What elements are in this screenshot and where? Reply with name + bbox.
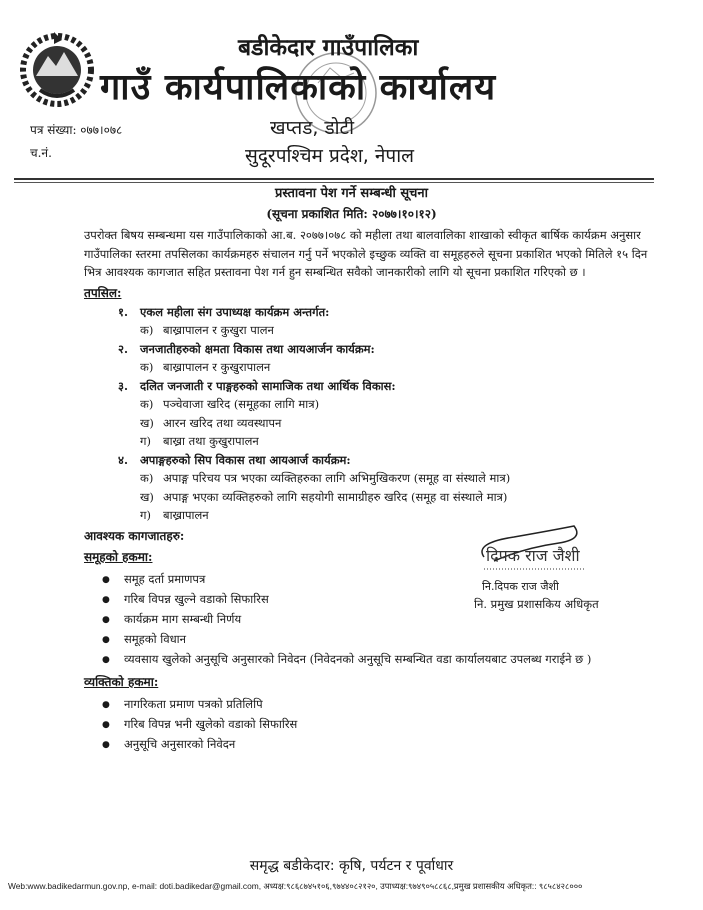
program-title: एकल महीला संग उपाध्यक्ष कार्यक्रम अन्तर्गत: <box>140 304 330 319</box>
item-letter: क) <box>140 323 154 337</box>
item-letter: ख) <box>140 415 154 430</box>
individual-document-item: ● अनुसूचि अनुसारको निवेदन <box>84 736 654 752</box>
program-number: १. <box>118 304 128 319</box>
program-item: बाख्रापालन <box>163 508 209 522</box>
group-heading: समूहको हकमा: <box>84 549 153 564</box>
office-name: गाउँ कार्यपालिकाको कार्यालय <box>100 67 497 108</box>
published-date: (सूचना प्रकाशित मिति: २०७७।१०।१२) <box>266 207 437 221</box>
program-item-row <box>84 414 654 433</box>
notice-title: प्रस्तावना पेश गर्ने सम्बन्धी सूचना <box>275 186 428 201</box>
program-item-row <box>84 488 654 507</box>
signatory-designation: नि. प्रमुख प्रशासकिय अधिकृत <box>474 596 599 611</box>
program-list <box>84 303 654 525</box>
province: सुदूरपश्चिम प्रदेश, नेपाल <box>245 145 414 167</box>
program-title: अपाङ्गहरुको सिप विकास तथा आयआर्ज कार्यक्रम: <box>140 452 351 467</box>
program-row <box>84 340 654 359</box>
program-item-row <box>84 469 654 488</box>
program-row <box>84 303 654 322</box>
letter-number: पत्र संख्या: ०७७।०७८ <box>30 123 123 137</box>
individual-document-list <box>84 696 654 752</box>
program-item: पञ्चेवाजा खरिद (समूहका लागि मात्र) <box>163 397 320 411</box>
program-item-row <box>84 395 654 414</box>
item-letter: ग) <box>140 508 151 522</box>
government-emblem-logo <box>18 30 96 108</box>
dispatch-number: च.नं. <box>30 146 52 160</box>
program-number: ३. <box>118 378 128 393</box>
program-title: जनजातीहरुको क्षमता विकास तथा आयआर्जन कार्यक्रम: <box>140 341 375 356</box>
program-item: आरन खरिद तथा व्यवस्थापन <box>163 415 282 430</box>
municipality-name: बडीकेदार गाउँपालिका <box>238 35 419 61</box>
item-letter: ख) <box>140 489 154 504</box>
program-item: अपाङ्ग भएका व्यक्तिहरुको लागि सहयोगी सामाग्रीहरु खरिद (समूह वा संस्थाले मात्र) <box>163 489 508 504</box>
program-item: बाख्रा तथा कुखुरापालन <box>163 434 259 448</box>
individual-heading: व्यक्तिको हकमा: <box>84 674 159 689</box>
program-item: बाख्रापालन र कुखुरापालन <box>163 360 271 374</box>
item-letter: क) <box>140 360 154 374</box>
program-item: बाख्रापालन र कुखुरा पालन <box>163 323 274 337</box>
group-document-item: ● समूह दर्ता प्रमाणपत्र <box>84 571 654 587</box>
notice-content <box>84 184 654 756</box>
details-heading: तपसिल: <box>84 285 122 300</box>
documents-heading: आवश्यक कागजातहरु: <box>84 528 185 543</box>
documents-section <box>84 527 654 752</box>
group-document-item: ● कार्यक्रम माग सम्बन्धी निर्णय <box>84 611 654 627</box>
footer-slogan: समृद्ध बडीकेदार: कृषि, पर्यटन र पूर्वाधार <box>249 858 454 874</box>
group-document-item: ● व्यवसाय खुलेको अनुसूचि अनुसारको निवेदन (निवेदनको अनुसूचि सम्बन्धित वडा कार्यालयबाट उपलब्ध गराईने छ ) <box>84 651 654 667</box>
program-title: दलित जनजाती र पाङ्गहरुको सामाजिक तथा आर्थिक विकास: <box>140 378 396 393</box>
program-number: २. <box>118 341 128 356</box>
group-document-item: ● गरिब विपन्न खुल्ने वडाको सिफारिस <box>84 591 654 607</box>
program-item-row <box>84 358 654 377</box>
item-letter: क) <box>140 471 154 485</box>
program-row <box>84 451 654 470</box>
signature-image <box>464 523 594 575</box>
item-letter: क) <box>140 397 154 411</box>
individual-document-item: ● नागरिकता प्रमाण पत्रको प्रतिलिपि <box>84 696 654 712</box>
signature-handwriting: दिपक राज जैशी <box>486 545 580 565</box>
item-letter: ग) <box>140 434 151 448</box>
program-row <box>84 377 654 396</box>
program-item-row <box>84 321 654 340</box>
group-document-item: ● समूहको विधान <box>84 631 654 647</box>
office-location: खप्तड, डोटी <box>270 117 355 139</box>
individual-document-item: ● गरिब विपन्न भनी खुलेको वडाको सिफारिस <box>84 716 654 732</box>
program-item: अपाङ्ग परिचय पत्र भएका व्यक्तिहरुका लागि अभिमुखिकरण (समूह वा संस्थाले मात्र) <box>163 471 511 485</box>
header-divider <box>14 178 654 183</box>
program-item-row <box>84 432 654 451</box>
signatory-name: नि.दिपक राज जैशी <box>482 579 559 593</box>
footer-contact: Web:www.badikedarmun.gov.np, e-mail: doti.badikedar@gmail.com, अध्यक्ष:९८६८७४५१०६,९७४४०८२१२०, उपाध्यक्ष:९७४९०५८८६८,प्रमुख प्रशासकीय अधिकृत:: ९८५८४२८००० <box>8 881 583 891</box>
program-number: ४. <box>118 452 128 467</box>
group-document-list <box>84 571 654 667</box>
notice-body: उपरोक्त बिषय सम्बन्धमा यस गाउँपालिकाको आ.ब. २०७७।०७८ को महीला तथा बालवालिका शाखाको स्वीकृत बार्षिक कार्यक्रम अनुसार गाउँपालिका स्तरमा तपसिलका कार्यक्रमहरु संचालन गर्नु पर्ने भएकोले इच्छुक व्यक्ति वा समूहहरुले सूचना प्रकाशित भएको मितिले १५ दिन भित्र आवश्यक कागजात सहित प्रस्तावना पेश गर्न हुन सम्बन्धित सवैको जानकारीको लागि यो सूचना प्रकाशित गरिएको छ । <box>84 228 648 279</box>
